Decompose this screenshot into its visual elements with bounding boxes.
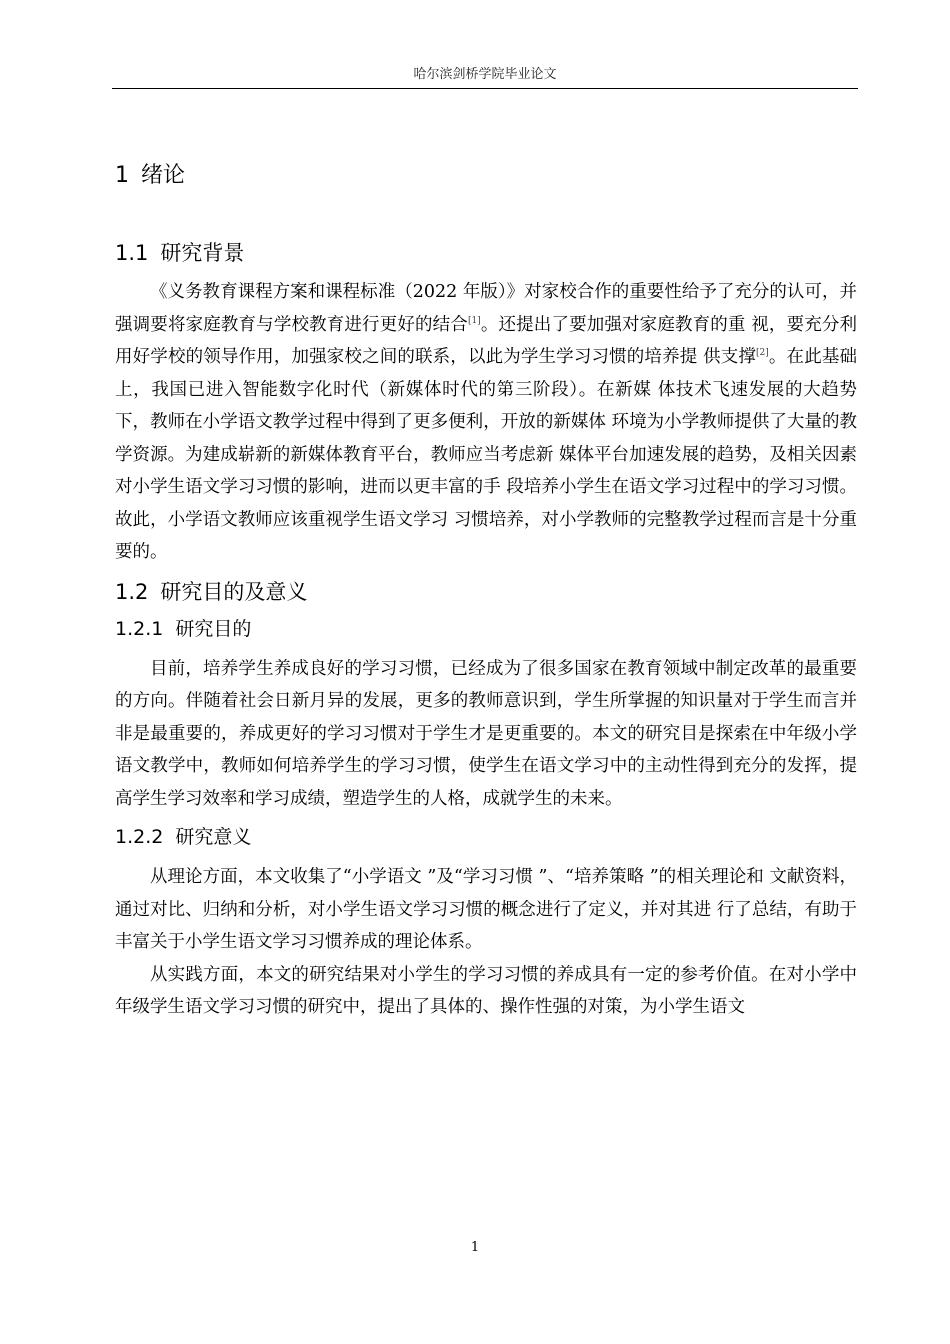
section-title: 研究背景 <box>160 241 245 265</box>
document-body <box>115 160 857 1024</box>
section-heading-1-1 <box>115 238 857 268</box>
paragraph-research-background <box>115 276 857 569</box>
header-title: 哈尔滨剑桥学院毕业论文 <box>413 67 557 82</box>
citation-2: [2] <box>756 348 769 358</box>
chapter-heading <box>115 160 857 192</box>
chapter-title: 绪论 <box>141 163 186 188</box>
paragraph-text: 。还提出了要加强对家庭教育的重 视，要充分利用好学校的领导作用，加强家校之间的联系，以此为学生学习习惯的培养提 供支撑 <box>115 314 858 367</box>
subsection-number: 1.2.2 <box>115 826 164 848</box>
section-title: 研究目的及意义 <box>160 579 308 604</box>
section-number: 1.1 <box>115 241 149 265</box>
subsection-title: 研究意义 <box>175 826 252 848</box>
page-header <box>112 66 858 89</box>
section-number: 1.2 <box>115 579 149 604</box>
paragraph-text: 。在此基础上，我国已进入智能数字化时代（新媒体时代的第三阶段）。在新媒 体技术飞速发展的大趋势下，教师在小学语文教学过程中得到了更多便利，开放的新媒体 环境为小学教师提供了大量的教学资源。为建成崭新的新媒体教育平台，教师应当考虑新 媒体平台加速发展的趋势，及相关因素对小学生语文学习习惯的影响，进而以更丰富的手 段培养小学生在语文学习过程中的学习习惯。故此，小学语文教师应该重视学生语文学习 习惯培养，对小学教师的完整教学过程而言是十分重要的。 <box>115 347 858 562</box>
chapter-number: 1 <box>115 163 129 188</box>
subsection-number: 1.2.1 <box>115 617 164 640</box>
page-number: 1 <box>470 1240 480 1255</box>
paragraph-text: 《义务教育课程方案和课程标准（2022 年版）》对家校合作的重要性给予了充分的认可，并强调要将家庭教育与学校教育进行更好的结合 <box>115 282 857 335</box>
subsection-heading-1-2-1 <box>115 615 857 643</box>
paragraph-practical-significance: 从实践方面，本文的研究结果对小学生的学习习惯的养成具有一定的参考价值。在对小学中年级学生语文学习习惯的研究中，提出了具体的、操作性强的对策，为小学生语文 <box>115 964 857 1017</box>
citation-1: [1] <box>467 315 481 326</box>
subsection-title: 研究目的 <box>175 617 252 640</box>
section-heading-1-2 <box>115 577 857 607</box>
paragraph-research-purpose: 目前，培养学生养成良好的学习习惯，已经成为了很多国家在教育领域中制定改革的最重要的方向。伴随着社会日新月异的发展，更多的教师意识到，学生所掌握的知识量对于学生而言并非是最重要的，养成更好的学习习惯对于学生才是更重要的。本文的研究目是探索在中年级小学语文教学中，教师如何培养学生的学习习惯，使学生在语文学习中的主动性得到充分的发挥，提高学生学习效率和学习成绩，塑造学生的人格，成就学生的未来。 <box>115 658 857 809</box>
subsection-heading-1-2-2 <box>115 823 857 851</box>
paragraph-theoretical-significance: 从理论方面，本文收集了“小学语文 ”及“学习习惯 ”、“培养策略 ”的相关理论和 文献资料，通过对比、归纳和分析，对小学生语文学习习惯的概念进行了定义，并对其进 行了总结，有助于丰富关于小学生语文学习习惯养成的理论体系。 <box>115 867 857 952</box>
